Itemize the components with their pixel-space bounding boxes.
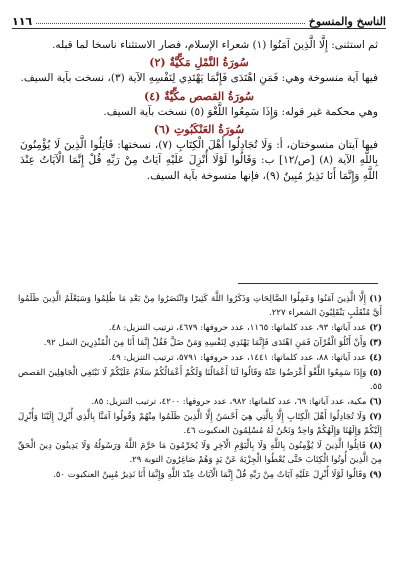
footnote <box>18 366 382 394</box>
paragraph: وهي محكمة غير قوله: وَإِذَا سَمِعُوا اللَّغْوَ (٥) نسخت بآية السيف. <box>103 105 378 118</box>
page-header <box>12 10 386 29</box>
footnote-text: وَأَنْ أَتْلُوَ الْقُرْآنَ فَمَنِ اهْتَدَى فَإِنَّمَا يَهْتَدِي لِنَفْسِهِ وَمَنْ ضَلَّ فَقُلْ إِنَّمَا أَنَا مِنَ الْمُنْذِرِينَ النمل ٩٢. <box>43 338 367 348</box>
footnote-text: قَاتِلُوا الَّذِينَ لَا يُؤْمِنُونَ بِاللَّهِ وَلَا بِالْيَوْمِ الْآخِرِ وَلَا يُحَرِّمُونَ مَا حَرَّمَ اللَّهُ وَرَسُولُهُ وَلَا يَدِينُونَ دِينَ الْحَقِّ مِنَ الَّذِينَ أُوتُوا الْكِتَابَ حَتَّى يُعْطُوا الْجِزْيَةَ عَنْ يَدٍ وَهُمْ صَاغِرُونَ التوبة ٢٩. <box>18 441 382 465</box>
footnote-number: (٧) <box>369 412 382 422</box>
footnote <box>18 468 382 482</box>
footnote-separator <box>238 283 378 284</box>
header-dotted-leader <box>36 23 305 24</box>
paragraph: فيها آيتان منسوختان، أ: وَلَا تُجَادِلُوا أَهْلَ الْكِتَابِ (٧)، نسختها: قَاتِلُوا الَّذِينَ لَا يُؤْمِنُونَ بِاللَّهِ الآية (٨) [ص/١٢] ب: وَقَالُوا لَوْلَا أُنْزِلَ عَلَيْهِ آيَاتٌ مِنْ رَبِّهِ قُلْ إِنَّمَا الْآيَاتُ عِنْدَ اللَّهِ وَإِنَّمَا أَنَا نَذِيرٌ مُبِينٌ (٩)، فإنها منسوخة بآية السيف. <box>20 139 379 182</box>
footnote-text: مكية، عدد آياتها: ٦٩، عدد كلماتها: ٩٨٢، عدد حروفها: ٤٢٠٠، ترتيب التنزيل: ٨٥. <box>91 397 367 407</box>
surah-heading-naml: سُورَةُ النَّمْلِ مَكِّيَّةٌ (٢) <box>149 56 249 70</box>
page-number: ١١٦ <box>12 15 33 28</box>
footnote <box>18 439 382 467</box>
surah-heading-qasas: سُورَةُ القصص مكِّيَّةٌ (٤) <box>144 89 254 103</box>
footnote <box>18 410 382 438</box>
footnote-text: عدد آياتها: ٩٣، عدد كلماتها: ١١٦٥، عدد حروفها: ٤٦٧٩، ترتيب التنزيل: ٤٨. <box>108 323 367 333</box>
footnote-number: (٥) <box>369 368 382 378</box>
footnotes <box>18 292 382 483</box>
footnote-number: (٢) <box>369 323 382 333</box>
footnote-text: وَإِذَا سَمِعُوا اللَّغْوَ أَعْرَضُوا عَنْهُ وَقَالُوا لَنَا أَعْمَالُنَا وَلَكُمْ أَعْمَالُكُمْ سَلَامٌ عَلَيْكُمْ لَا نَبْتَغِي الْجَاهِلِينَ القصص ٥٥. <box>18 368 382 392</box>
paragraph: فيها آية منسوخة وهي: فَمَنِ اهْتَدَى فَإِنَّمَا يَهْتَدِي لِنَفْسِهِ الآية (٣)، نسخت بآية السيف. <box>20 72 378 85</box>
footnote <box>18 292 382 320</box>
footnote-number: (٤) <box>369 353 382 363</box>
footnote <box>18 395 382 409</box>
footnote-number: (٦) <box>369 397 382 407</box>
footnote-text: وَقَالُوا لَوْلَا أُنْزِلَ عَلَيْهِ آيَاتٌ مِنْ رَبِّهِ قُلْ إِنَّمَا الْآيَاتُ عِنْدَ اللَّهِ وَإِنَّمَا أَنَا نَذِيرٌ مُبِينٌ العنكبوت ٥٠. <box>53 470 367 480</box>
footnote-number: (٨) <box>369 441 383 451</box>
running-title: الناسخ والمنسوخ <box>308 15 386 28</box>
footnote-text: وَلَا تُجَادِلُوا أَهْلَ الْكِتَابِ إِلَّا بِالَّتِي هِيَ أَحْسَنُ إِلَّا الَّذِينَ ظَلَمُوا مِنْهُمْ وَقُولُوا آمَنَّا بِالَّذِي أُنْزِلَ إِلَيْنَا وَأُنْزِلَ إِلَيْكُمْ وَإِلَهُنَا وَإِلَهُكُمْ وَاحِدٌ وَنَحْنُ لَهُ مُسْلِمُونَ العنكبوت ٤٦. <box>18 412 382 436</box>
footnote-text: عدد آياتها: ٨٨، عدد كلماتها: ١٤٤١، عدد حروفها: ٥٧٩١، ترتيب التنزيل: ٤٩. <box>108 353 367 363</box>
footnote-number: (٩) <box>369 470 382 480</box>
paragraph: ثم استثنى: إِلَّا الَّذِينَ آمَنُوا (١) شعراء الإسلام، فصار الاستثناء ناسخا لما قبله. <box>52 39 378 51</box>
footnote <box>18 336 382 350</box>
footnote <box>18 321 382 335</box>
footnote-text: إِلَّا الَّذِينَ آمَنُوا وَعَمِلُوا الصَّالِحَاتِ وَذَكَرُوا اللَّهَ كَثِيرًا وَانْتَصَرُوا مِنْ بَعْدِ مَا ظُلِمُوا وَسَيَعْلَمُ الَّذِينَ ظَلَمُوا أَيَّ مُنْقَلَبٍ يَنْقَلِبُونَ الشعراء ٢٢٧. <box>18 294 382 318</box>
surah-heading-ankabut: سُورَةُ العَنْكَبُوتِ (٦) <box>153 123 245 137</box>
main-text <box>20 38 378 186</box>
footnote-number: (٣) <box>369 338 382 348</box>
footnote <box>18 351 382 365</box>
footnote-number: (١) <box>369 294 382 304</box>
